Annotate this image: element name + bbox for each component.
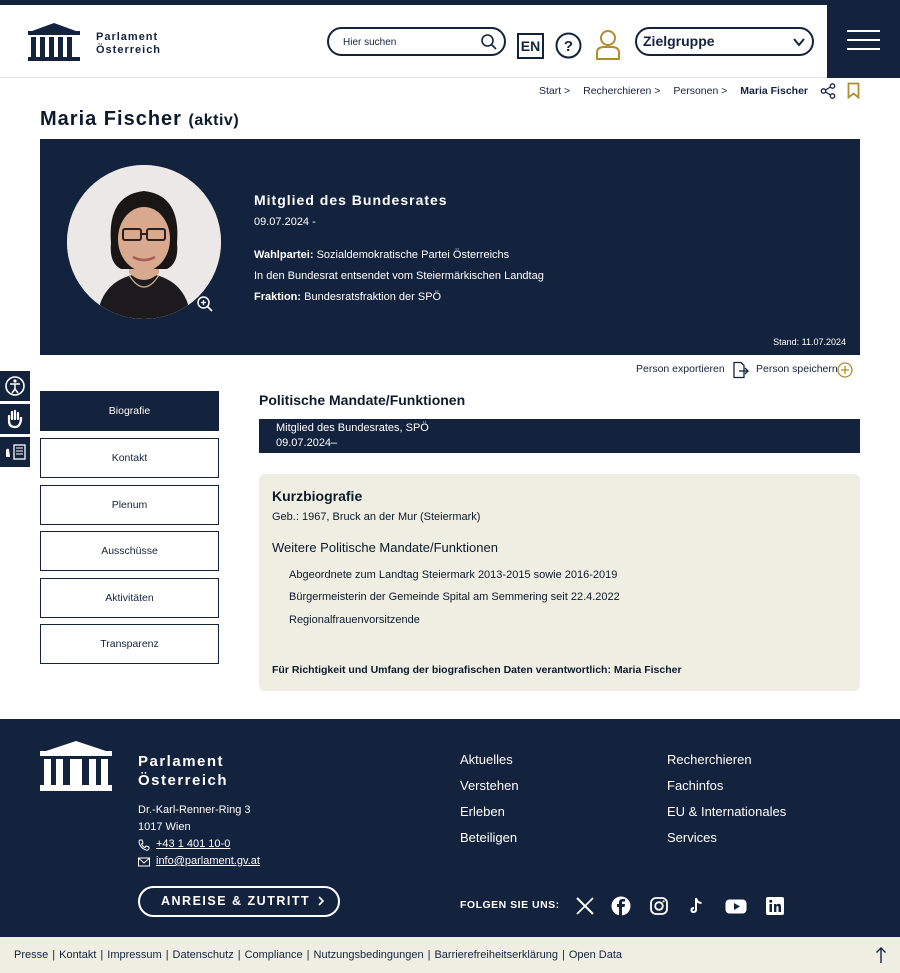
separator: | <box>427 949 431 961</box>
party-label: Wahlpartei: <box>254 249 314 261</box>
language-switch-button[interactable]: EN <box>517 33 544 59</box>
tab-transparenz[interactable]: Transparenz <box>40 624 219 664</box>
directions-button[interactable] <box>138 886 340 917</box>
breadcrumb-recherchieren[interactable]: Recherchieren > <box>583 85 661 97</box>
sign-language-button[interactable] <box>0 404 30 434</box>
list-item: Regionalfrauenvorsitzende <box>289 614 420 626</box>
footer-nav-recherchieren[interactable]: Recherchieren <box>667 752 752 767</box>
person-hero-panel <box>40 139 860 355</box>
instagram-icon[interactable] <box>649 896 669 916</box>
audience-select[interactable] <box>635 27 814 56</box>
tab-plenum[interactable]: Plenum <box>40 485 219 525</box>
link-presse[interactable]: Presse <box>14 949 49 961</box>
export-icon[interactable] <box>731 361 749 379</box>
share-icon[interactable] <box>820 83 836 99</box>
hamburger-icon <box>847 30 880 32</box>
stand-date: Stand: 11.07.2024 <box>773 337 846 347</box>
accessibility-button[interactable] <box>0 371 30 401</box>
footer-nav-fachinfos[interactable]: Fachinfos <box>667 778 724 793</box>
link-impressum[interactable]: Impressum <box>107 949 162 961</box>
mandate-date: 09.07.2024– <box>276 437 338 449</box>
footer-nav-aktuelles[interactable]: Aktuelles <box>460 752 513 767</box>
footer-org-line1: Parlament <box>138 753 225 770</box>
mandate-item <box>259 419 860 453</box>
logo-line2: Österreich <box>96 44 162 56</box>
audience-select-label: Zielgruppe <box>643 33 715 49</box>
export-person-label: Person exportieren <box>636 363 725 375</box>
footer-nav-erleben[interactable]: Erleben <box>460 804 505 819</box>
separator: | <box>561 949 565 961</box>
party-line <box>254 249 509 261</box>
main-menu-button[interactable] <box>827 0 900 78</box>
logo-text[interactable] <box>96 31 161 57</box>
person-role: Mitglied des Bundesrates <box>254 192 448 208</box>
youtube-icon[interactable] <box>725 896 747 916</box>
tab-kontakt[interactable]: Kontakt <box>40 438 219 478</box>
easy-read-icon <box>0 437 30 467</box>
footer-org-name <box>138 752 228 790</box>
bookmark-icon[interactable] <box>847 82 860 99</box>
save-person-label: Person speichern <box>756 363 838 375</box>
mandate-title: Mitglied des Bundesrates, SPÖ <box>276 422 429 434</box>
birth-info: Geb.: 1967, Bruck an der Mur (Steiermark) <box>272 511 481 523</box>
footer-org-line2: Österreich <box>138 772 229 789</box>
export-person-link[interactable] <box>636 363 725 375</box>
faction-value: Bundesratsfraktion der SPÖ <box>304 291 442 303</box>
hand-icon <box>0 404 30 434</box>
parliament-logo-icon[interactable] <box>28 23 80 61</box>
footer-nav-beteiligen[interactable]: Beteiligen <box>460 830 518 845</box>
breadcrumb-start[interactable]: Start > <box>538 85 571 97</box>
tab-ausschuesse[interactable]: Ausschüsse <box>40 531 219 571</box>
user-account-icon[interactable] <box>595 29 621 61</box>
parliament-logo-icon[interactable] <box>40 739 112 791</box>
x-twitter-icon[interactable] <box>575 896 595 916</box>
breadcrumb-personen[interactable]: Personen > <box>673 85 728 97</box>
svg-text:?: ? <box>563 38 574 55</box>
hamburger-icon-line <box>847 48 880 50</box>
link-kontakt[interactable]: Kontakt <box>59 949 97 961</box>
link-compliance[interactable]: Compliance <box>244 949 303 961</box>
faction-label: Fraktion: <box>254 291 302 303</box>
site-footer <box>0 719 900 937</box>
chevron-down-icon <box>792 35 806 49</box>
tiktok-icon[interactable] <box>686 896 706 916</box>
list-item: Abgeordnete zum Landtag Steiermark 2013-2015 sowie 2016-2019 <box>289 569 618 581</box>
footer-phone-link[interactable]: +43 1 401 10-0 <box>156 838 231 850</box>
legal-links-bar <box>0 937 900 973</box>
link-barrierefreiheit[interactable]: Barrierefreiheitserklärung <box>434 949 558 961</box>
short-bio-card <box>259 474 860 691</box>
separator: | <box>306 949 310 961</box>
site-header <box>0 5 900 78</box>
accessibility-icon <box>0 371 30 401</box>
separator: | <box>237 949 241 961</box>
search-box <box>327 27 506 56</box>
logo-line1: Parlament <box>96 31 159 43</box>
zoom-icon[interactable] <box>196 295 214 313</box>
mail-icon <box>138 856 150 868</box>
chevron-right-icon <box>316 896 326 906</box>
breadcrumb <box>529 85 808 97</box>
list-item: Bürgermeisterin der Gemeinde Spital am Semmering seit 22.4.2022 <box>289 591 620 603</box>
separator: | <box>165 949 169 961</box>
legal-links <box>14 949 622 961</box>
short-bio-heading: Kurzbiografie <box>272 488 363 504</box>
footer-email-link[interactable]: info@parlament.gv.at <box>156 855 260 867</box>
sent-by-line: In den Bundesrat entsendet vom Steiermärkischen Landtag <box>254 270 544 282</box>
mandates-heading: Politische Mandate/Funktionen <box>259 392 466 408</box>
faction-line <box>254 291 441 303</box>
tab-aktivitaeten[interactable]: Aktivitäten <box>40 578 219 618</box>
easy-language-button[interactable] <box>0 437 30 467</box>
link-nutzungsbedingungen[interactable]: Nutzungsbedingungen <box>313 949 424 961</box>
facebook-icon[interactable] <box>611 896 631 916</box>
party-value: Sozialdemokratische Partei Österreichs <box>316 249 510 261</box>
add-circle-icon[interactable] <box>837 362 853 378</box>
person-name: Maria Fischer <box>40 108 182 130</box>
linkedin-icon[interactable] <box>765 896 785 916</box>
footer-street: Dr.-Karl-Renner-Ring 3 <box>138 804 251 816</box>
save-person-link[interactable] <box>756 363 838 375</box>
footer-nav-eu-internationales[interactable]: EU & Internationales <box>667 804 787 819</box>
hamburger-icon-line <box>847 39 880 41</box>
breadcrumb-current: Maria Fischer <box>740 85 808 97</box>
search-input[interactable] <box>343 34 478 50</box>
link-open-data[interactable]: Open Data <box>568 949 623 961</box>
link-datenschutz[interactable]: Datenschutz <box>172 949 234 961</box>
directions-button-label: ANREISE & ZUTRITT <box>161 894 311 908</box>
further-mandates-heading: Weitere Politische Mandate/Funktionen <box>272 540 498 555</box>
separator: | <box>52 949 56 961</box>
person-status: (aktiv) <box>188 112 240 129</box>
footer-nav-services[interactable]: Services <box>667 830 717 845</box>
search-icon[interactable] <box>480 33 498 51</box>
phone-icon <box>138 839 150 851</box>
help-icon[interactable] <box>555 32 582 59</box>
footer-city: 1017 Wien <box>138 821 191 833</box>
arrow-up-icon[interactable] <box>875 946 887 964</box>
page-title <box>40 108 239 131</box>
role-since-date: 09.07.2024 - <box>254 216 316 228</box>
footer-nav-verstehen[interactable]: Verstehen <box>460 778 519 793</box>
responsibility-note: Für Richtigkeit und Umfang der biografischen Daten verantwortlich: Maria Fischer <box>272 664 682 676</box>
separator: | <box>100 949 104 961</box>
follow-us-label: FOLGEN SIE UNS: <box>460 899 560 911</box>
tab-biografie[interactable]: Biografie <box>40 391 219 431</box>
